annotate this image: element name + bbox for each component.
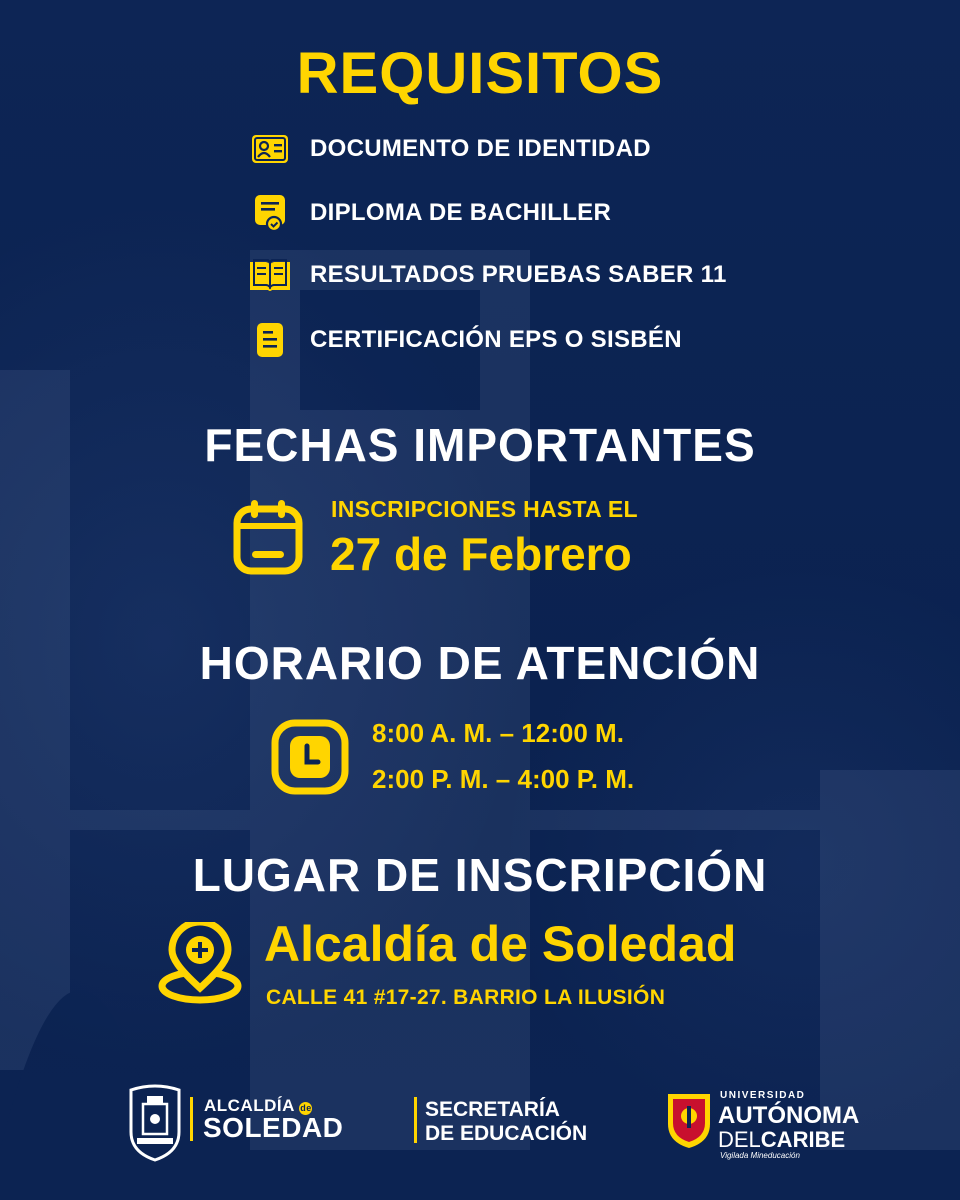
requisito-item [248,193,611,233]
uni-bottom [718,1127,845,1153]
uni-mid: AUTÓNOMA [718,1102,860,1129]
footer-separator [190,1097,193,1141]
clock-icon [270,718,350,801]
uni-top: UNIVERSIDAD [720,1090,806,1101]
soledad-coat-of-arms-seal [125,1082,185,1167]
location-pin-icon [156,922,244,1009]
horario-slot-morning: 8:00 A. M. – 12:00 M. [372,718,624,748]
uac-university-seal [664,1088,714,1155]
alcaldia-logo-de: de [300,1103,312,1113]
requisito-label: CERTIFICACIÓN EPS O SISBÉN [310,326,682,353]
background-building-silhouette [0,250,960,1150]
document-icon [248,320,292,360]
requisito-label: RESULTADOS PRUEBAS SABER 11 [310,261,727,288]
lugar-address: CALLE 41 #17-27. BARRIO LA ILUSIÓN [266,986,666,1009]
secretaria-line1: SECRETARÍA [425,1098,560,1121]
uni-vigilada: Vigilada Mineducación [720,1151,800,1160]
diploma-icon [248,193,292,233]
footer-separator [414,1097,417,1143]
secretaria-line2: DE EDUCACIÓN [425,1122,588,1145]
horario-title: HORARIO DE ATENCIÓN [199,637,761,689]
requisitos-title: REQUISITOS [296,41,664,106]
fechas-date: 27 de Febrero [330,528,632,580]
alcaldia-logo-bottom: SOLEDAD [203,1112,344,1143]
calendar-icon [232,497,304,582]
requisito-label: DOCUMENTO DE IDENTIDAD [310,135,651,162]
requisito-item [248,255,727,295]
book-icon [248,255,292,295]
horario-slot-afternoon: 2:00 P. M. – 4:00 P. M. [372,764,635,794]
requisito-item [248,129,651,169]
uni-del: DEL [718,1127,761,1152]
lugar-title: LUGAR DE INSCRIPCIÓN [192,849,768,901]
alcaldia-logo-word: ALCALDÍA [204,1096,295,1115]
uni-caribe: CARIBE [760,1127,846,1152]
fechas-subtitle: INSCRIPCIONES HASTA EL [331,496,638,522]
lugar-place: Alcaldía de Soledad [264,916,737,972]
fechas-title: FECHAS IMPORTANTES [204,419,756,471]
requisito-label: DIPLOMA DE BACHILLER [310,199,612,226]
id-card-icon [248,129,292,169]
requisito-item [248,320,682,360]
